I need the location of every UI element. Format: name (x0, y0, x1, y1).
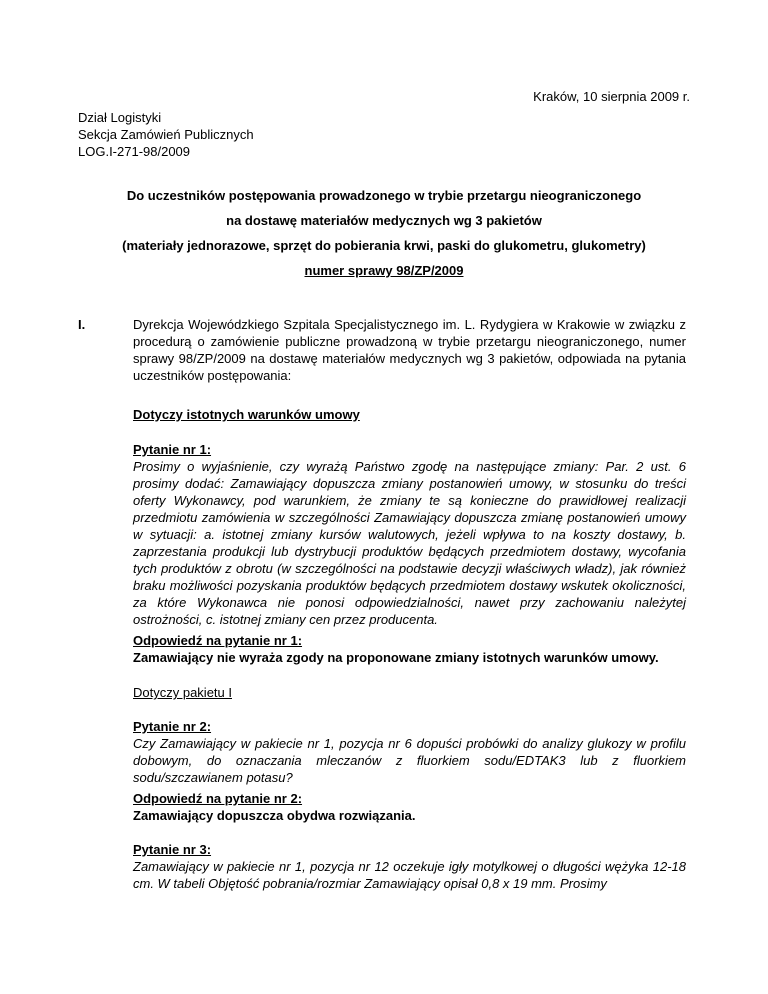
question-2-label: Pytanie nr 2: (133, 719, 212, 734)
answer-1-label: Odpowiedź na pytanie nr 1: (133, 633, 303, 648)
section-name: Sekcja Zamówień Publicznych (78, 127, 254, 142)
reference-number: LOG.I-271-98/2009 (78, 144, 191, 159)
title-line-3: (materiały jednorazowe, sprzęt do pobierania krwi, paski do glukometru, glukometry) (122, 238, 646, 253)
intro-paragraph: Dyrekcja Wojewódzkiego Szpitala Specjalistycznego im. L. Rydygiera w Krakowie w związku z procedurą o zamówienie publiczne prowadzoną w trybie przetargu nieograniczonego, numer sprawy 98/ZP/2009 na dostawę materiałów medycznych wg 3 pakietów, odpowiada na pytania uczestników postępowania: (133, 317, 686, 383)
answer-2-text: Zamawiający dopuszcza obydwa rozwiązania. (133, 808, 416, 823)
sender-block (78, 109, 254, 160)
section-heading-contract: Dotyczy istotnych warunków umowy (133, 407, 360, 422)
answer-1-text: Zamawiający nie wyraża zgody na proponowane zmiany istotnych warunków umowy. (133, 650, 659, 665)
section-heading-package-1: Dotyczy pakietu I (133, 685, 232, 700)
question-3-text: Zamawiający w pakiecie nr 1, pozycja nr 12 oczekuje igły motylkowej o długości wężyka 12-18 cm. W tabeli Objętość pobrania/rozmiar Zamawiający opisał 0,8 x 19 mm. Prosimy (133, 859, 686, 891)
answer-2-label: Odpowiedź na pytanie nr 2: (133, 791, 303, 806)
department-name: Dział Logistyki (78, 110, 162, 125)
case-number: numer sprawy 98/ZP/2009 (304, 263, 464, 278)
title-line-2: na dostawę materiałów medycznych wg 3 pakietów (226, 213, 542, 228)
question-1-label: Pytanie nr 1: (133, 442, 212, 457)
question-1-text: Prosimy o wyjaśnienie, czy wyrażą Państwo zgodę na następujące zmiany: Par. 2 ust. 6 prosimy dodać: Zamawiający dopuszcza zmiany postanowień umowy, w stosunku do treści oferty Wykonawcy, pod warunkiem, że zmiany te są konieczne do prawidłowej realizacji przedmiotu zamówienia w szczególności Zamawiający dopuszcza zmianę postanowień umowy w sytuacji: a. istotnej zmiany kursów walutowych, jeżeli wpływa to na koszty dostawy, b. zaprzestania produkcji lub dystrybucji produktów będących przedmiotem dostawy, wycofania tych produktów z obrotu (w szczególności na podstawie decyzji właściwych władz), jak również braku możliwości pozyskania produktów będących przedmiotem dostawy wskutek okoliczności, za które Wykonawca nie ponosi odpowiedzialności, nawet przy zachowaniu należytej ostrożności, c. istotnej zmiany cen przez producenta. (133, 459, 686, 627)
title-line-1: Do uczestników postępowania prowadzonego w trybie przetargu nieograniczonego (126, 188, 642, 203)
question-3-label: Pytanie nr 3: (133, 842, 212, 857)
question-2-text: Czy Zamawiający w pakiecie nr 1, pozycja nr 6 dopuści probówki do analizy glukozy w profilu dobowym, do oznaczania mleczanów z fluorkiem sodu/EDTAK3 lub z fluorkiem sodu/szczawianem potasu? (133, 736, 686, 785)
document-date: Kraków, 10 sierpnia 2009 r. (533, 89, 690, 104)
section-numeral: I. (78, 317, 86, 332)
